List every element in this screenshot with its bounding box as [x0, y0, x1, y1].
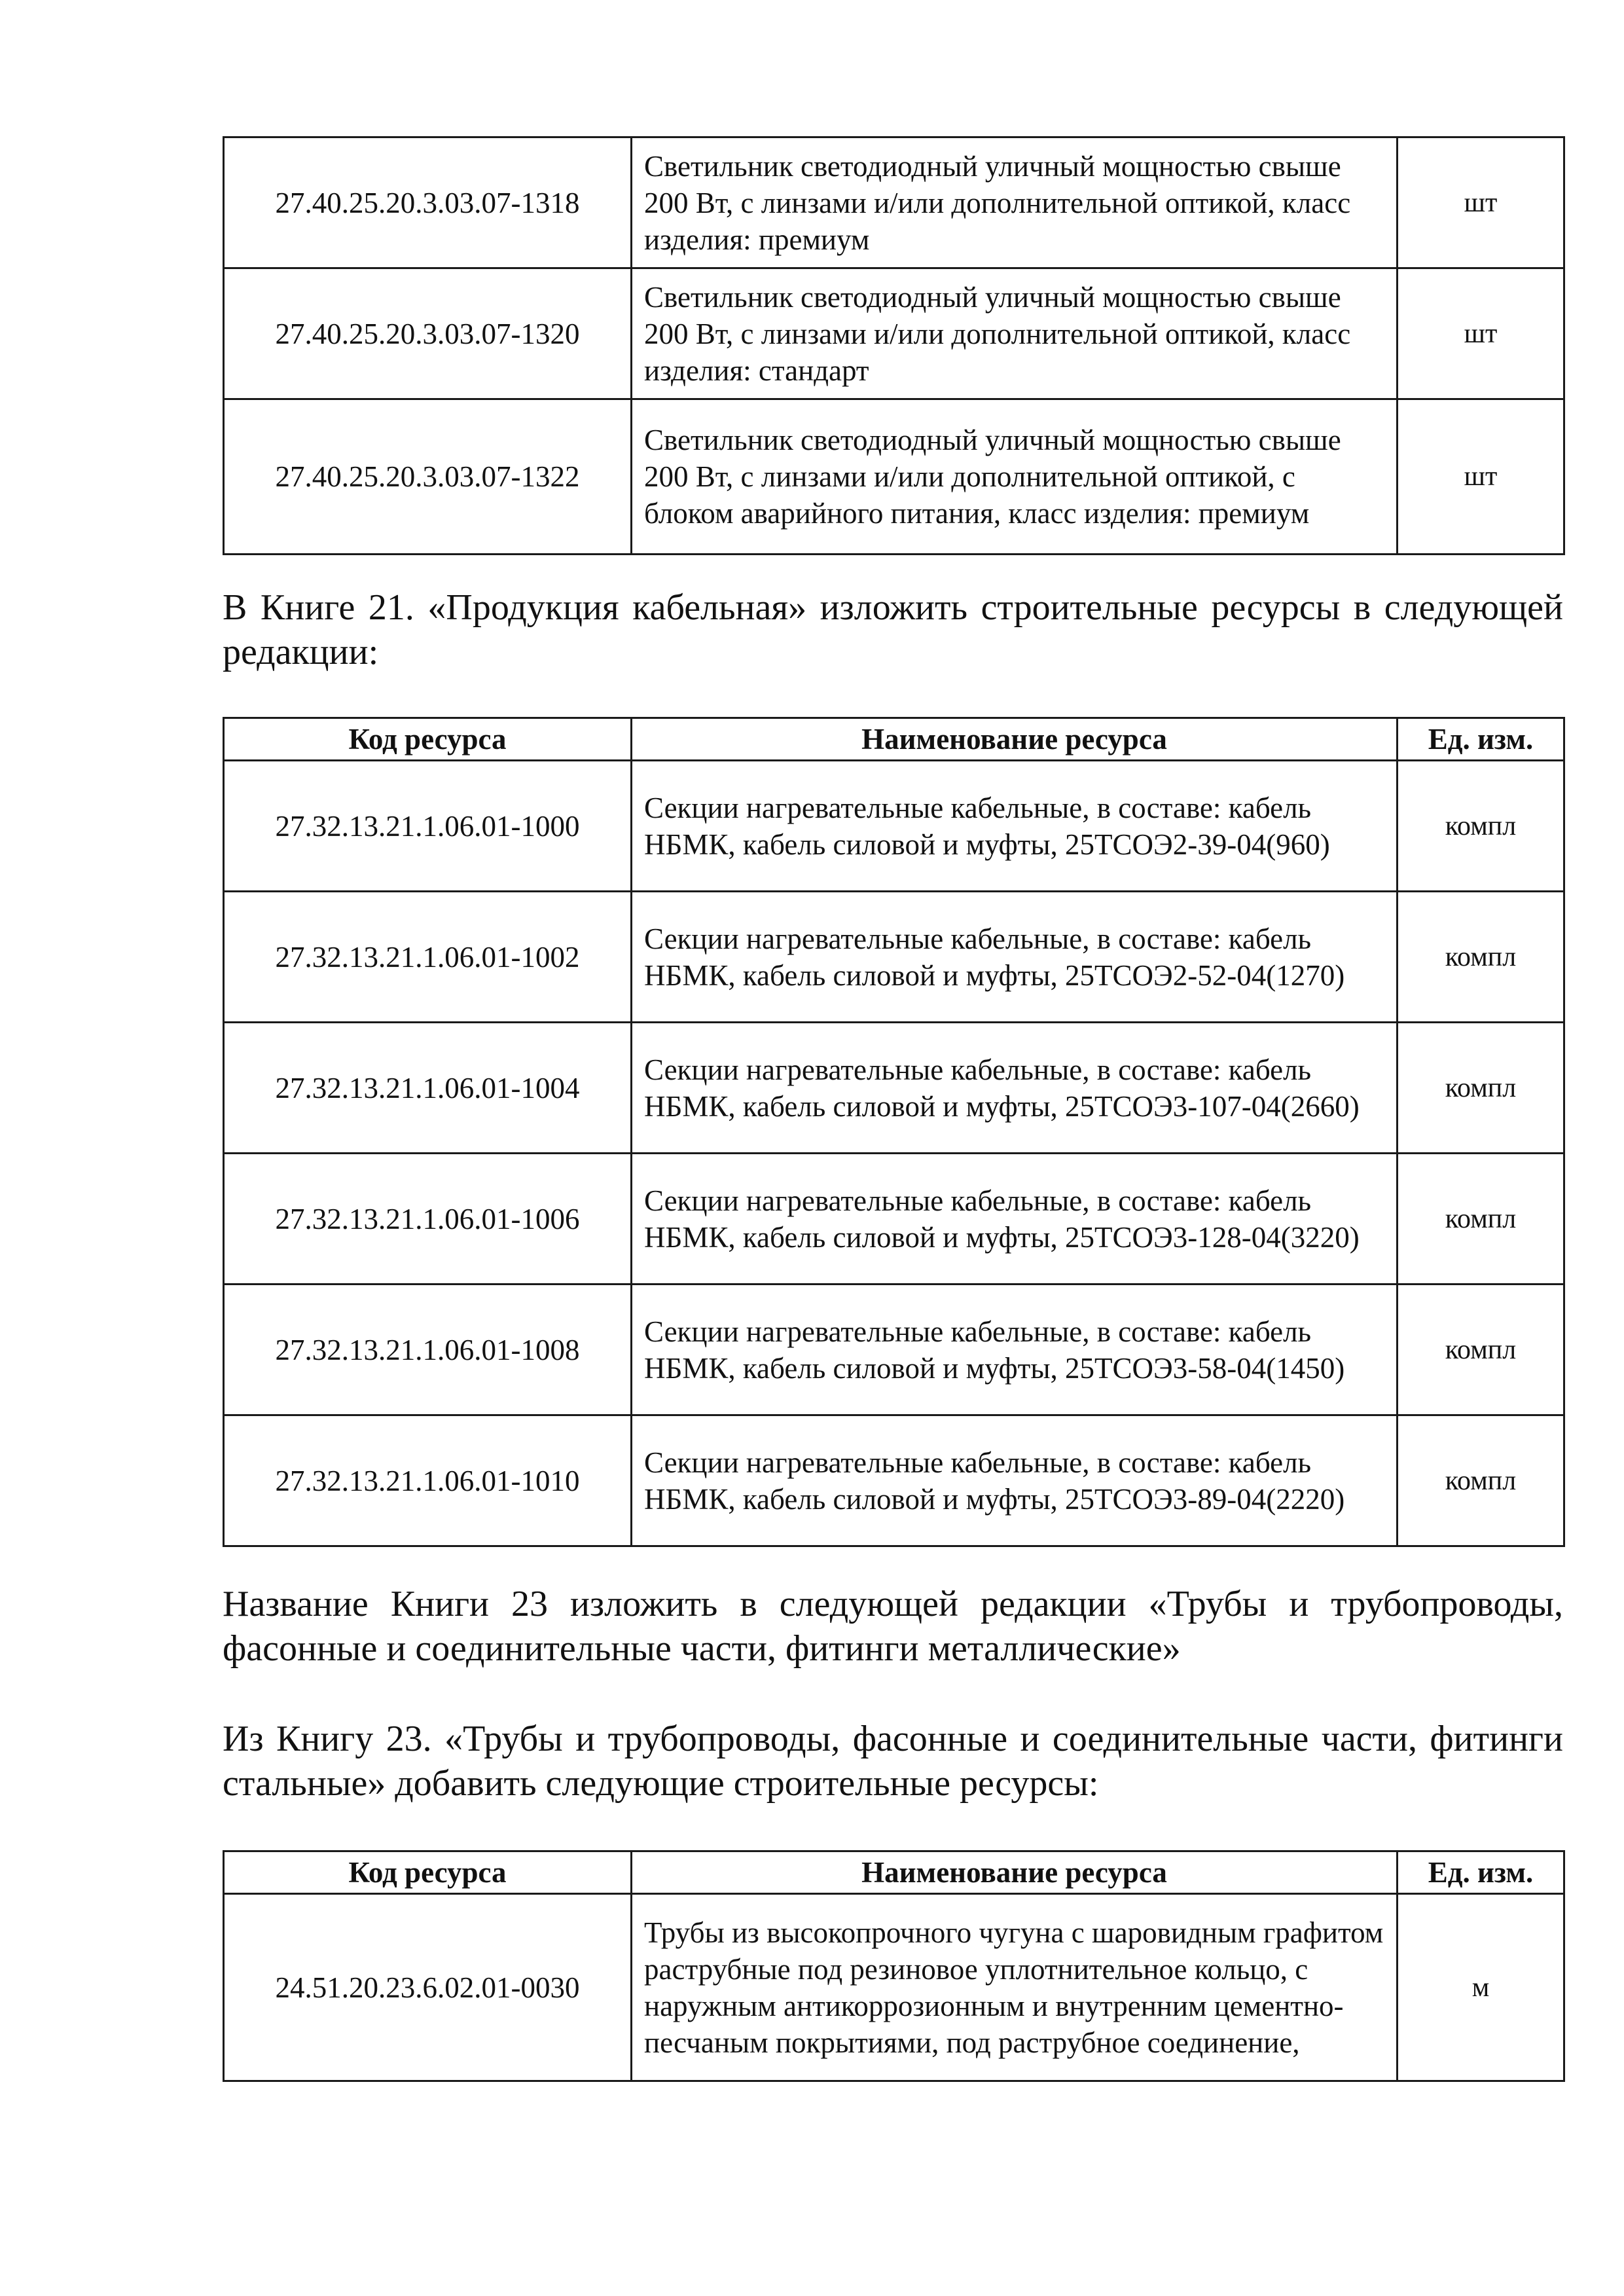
table-header-row: [224, 1851, 1564, 1894]
table-row: [224, 399, 1564, 555]
header-name: Наименование ресурса: [632, 1851, 1398, 1894]
resource-code: 27.40.25.20.3.03.07-1320: [224, 268, 632, 399]
resource-code: 27.32.13.21.1.06.01-1004: [224, 1023, 632, 1154]
resource-name: Секции нагревательные кабельные, в составе: кабель НБМК, кабель силовой и муфты, 25ТСОЭ3-107-04(2660): [632, 1023, 1398, 1154]
resource-unit: шт: [1398, 399, 1564, 555]
resource-unit: шт: [1398, 137, 1564, 268]
paragraph-book-21: В Книге 21. «Продукция кабельная» изложить строительные ресурсы в следующей редакции:: [223, 587, 1563, 672]
table-row: [224, 892, 1564, 1023]
resource-name: Секции нагревательные кабельные, в составе: кабель НБМК, кабель силовой и муфты, 25ТСОЭ3-58-04(1450): [632, 1285, 1398, 1415]
resource-code: 27.32.13.21.1.06.01-1002: [224, 892, 632, 1023]
table-row: [224, 268, 1564, 399]
paragraph-book-23-add: Из Книгу 23. «Трубы и трубопроводы, фасонные и соединительные части, фитинги стальные» добавить следующие строительные ресурсы:: [223, 1719, 1563, 1804]
resource-unit: шт: [1398, 268, 1564, 399]
resource-name: Светильник светодиодный уличный мощностью свыше 200 Вт, с линзами и/или дополнительной оптикой, класс изделия: премиум: [632, 137, 1398, 268]
header-unit: Ед. изм.: [1398, 1851, 1564, 1894]
table-row: [224, 137, 1564, 268]
resource-name: Трубы из высокопрочного чугуна с шаровидным графитом раструбные под резиновое уплотнительное кольцо, с наружным антикоррозионным и внутренним цементно-песчаным покрытиями, под раструбное соединение,: [632, 1894, 1398, 2081]
pipe-resources-table: [223, 1850, 1565, 2082]
resource-name: Секции нагревательные кабельные, в составе: кабель НБМК, кабель силовой и муфты, 25ТСОЭ3-128-04(3220): [632, 1154, 1398, 1285]
resource-code: 24.51.20.23.6.02.01-0030: [224, 1894, 632, 2081]
resource-code: 27.32.13.21.1.06.01-1008: [224, 1285, 632, 1415]
header-code: Код ресурса: [224, 718, 632, 761]
resource-code: 27.40.25.20.3.03.07-1318: [224, 137, 632, 268]
resource-code: 27.40.25.20.3.03.07-1322: [224, 399, 632, 555]
resource-name: Светильник светодиодный уличный мощностью свыше 200 Вт, с линзами и/или дополнительной оптикой, класс изделия: стандарт: [632, 268, 1398, 399]
resource-unit: компл: [1398, 1154, 1564, 1285]
resource-code: 27.32.13.21.1.06.01-1006: [224, 1154, 632, 1285]
table-row: [224, 1023, 1564, 1154]
resource-unit: компл: [1398, 1023, 1564, 1154]
header-code: Код ресурса: [224, 1851, 632, 1894]
cable-resources-table: [223, 717, 1565, 1547]
resource-name: Секции нагревательные кабельные, в составе: кабель НБМК, кабель силовой и муфты, 25ТСОЭ2-52-04(1270): [632, 892, 1398, 1023]
table-row: [224, 1154, 1564, 1285]
resource-unit: компл: [1398, 1285, 1564, 1415]
header-unit: Ед. изм.: [1398, 718, 1564, 761]
resource-code: 27.32.13.21.1.06.01-1010: [224, 1415, 632, 1546]
table-row: [224, 761, 1564, 892]
resource-code: 27.32.13.21.1.06.01-1000: [224, 761, 632, 892]
table-header-row: [224, 718, 1564, 761]
lighting-resources-table: [223, 136, 1565, 555]
resource-unit: компл: [1398, 761, 1564, 892]
header-name: Наименование ресурса: [632, 718, 1398, 761]
resource-unit: компл: [1398, 1415, 1564, 1546]
resource-name: Светильник светодиодный уличный мощностью свыше 200 Вт, с линзами и/или дополнительной оптикой, с блоком аварийного питания, класс изделия: премиум: [632, 399, 1398, 555]
table-row: [224, 1415, 1564, 1546]
resource-unit: компл: [1398, 892, 1564, 1023]
resource-unit: м: [1398, 1894, 1564, 2081]
resource-name: Секции нагревательные кабельные, в составе: кабель НБМК, кабель силовой и муфты, 25ТСОЭ3-89-04(2220): [632, 1415, 1398, 1546]
paragraph-book-23-title: Название Книги 23 изложить в следующей редакции «Трубы и трубопроводы, фасонные и соединительные части, фитинги металлические»: [223, 1584, 1563, 1669]
table-row: [224, 1894, 1564, 2081]
resource-name: Секции нагревательные кабельные, в составе: кабель НБМК, кабель силовой и муфты, 25ТСОЭ2-39-04(960): [632, 761, 1398, 892]
table-row: [224, 1285, 1564, 1415]
